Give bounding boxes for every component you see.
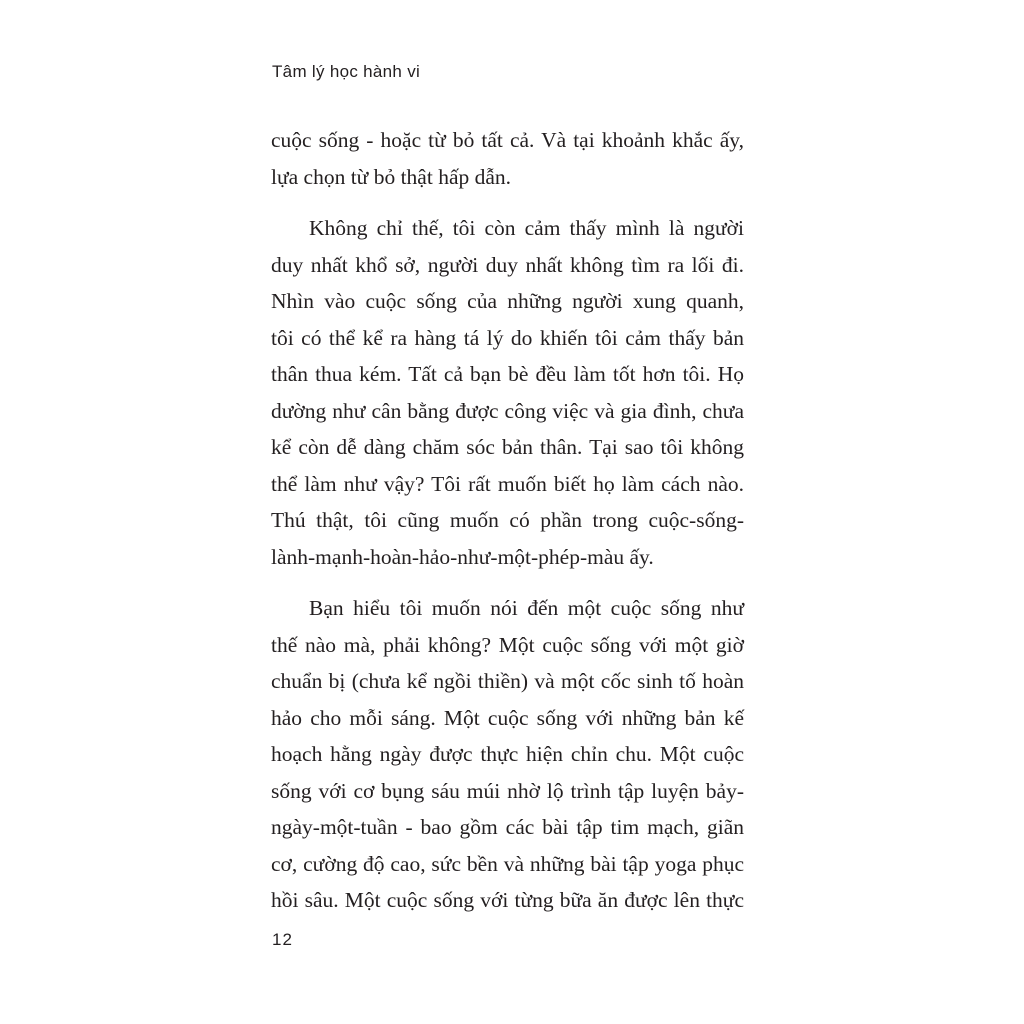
text-line: Bạn hiểu tôi muốn nói đến một cuộc sống như <box>309 596 744 620</box>
text-line: cơ, cường độ cao, sức bền và những bài tập yoga phục <box>271 851 744 876</box>
text-line: ngày-một-tuần - bao gồm các bài tập tim mạch, giãn <box>271 815 744 839</box>
text-line: dường như cân bằng được công việc và gia đình, chưa <box>271 398 744 423</box>
text-line: lựa chọn từ bỏ thật hấp dẫn. <box>271 164 512 189</box>
text-line: lành-mạnh-hoàn-hảo-như-một-phép-màu ấy. <box>271 544 654 569</box>
running-header-title: Tâm lý học hành vi <box>272 62 421 81</box>
text-line: thân thua kém. Tất cả bạn bè đều làm tốt hơn tôi. Họ <box>271 362 744 386</box>
paragraph-3 <box>271 590 744 919</box>
text-line: hoạch hằng ngày được thực hiện chỉn chu. Một cuộc <box>271 742 744 766</box>
text-line: cuộc sống - hoặc từ bỏ tất cả. Và tại khoảnh khắc ấy, <box>271 128 744 152</box>
text-line: Không chỉ thế, tôi còn cảm thấy mình là người <box>309 216 744 240</box>
text-line: hồi sâu. Một cuộc sống với từng bữa ăn được lên thực <box>271 888 744 912</box>
paragraph-1 <box>271 122 744 195</box>
text-line: thế nào mà, phải không? Một cuộc sống với một giờ <box>271 632 744 657</box>
text-line: duy nhất khổ sở, người duy nhất không tìm ra lối đi. <box>271 252 744 277</box>
paragraph-2 <box>271 210 744 575</box>
text-line: kể còn dễ dàng chăm sóc bản thân. Tại sao tôi không <box>271 435 744 459</box>
text-line: chuẩn bị (chưa kể ngồi thiền) và một cốc sinh tố hoàn <box>271 669 744 693</box>
text-line: sống với cơ bụng sáu múi nhờ lộ trình tập luyện bảy- <box>271 778 744 803</box>
text-line: tôi có thể kể ra hàng tá lý do khiến tôi cảm thấy bản <box>271 325 744 350</box>
text-line: Thú thật, tôi cũng muốn có phần trong cuộc-sống- <box>271 508 744 532</box>
text-line: thể làm như vậy? Tôi rất muốn biết họ làm cách nào. <box>271 471 744 496</box>
text-line: Nhìn vào cuộc sống của những người xung quanh, <box>271 289 744 313</box>
body-text <box>271 122 744 934</box>
text-line: hảo cho mỗi sáng. Một cuộc sống với những bản kế <box>271 705 744 730</box>
page-number: 12 <box>272 930 293 949</box>
